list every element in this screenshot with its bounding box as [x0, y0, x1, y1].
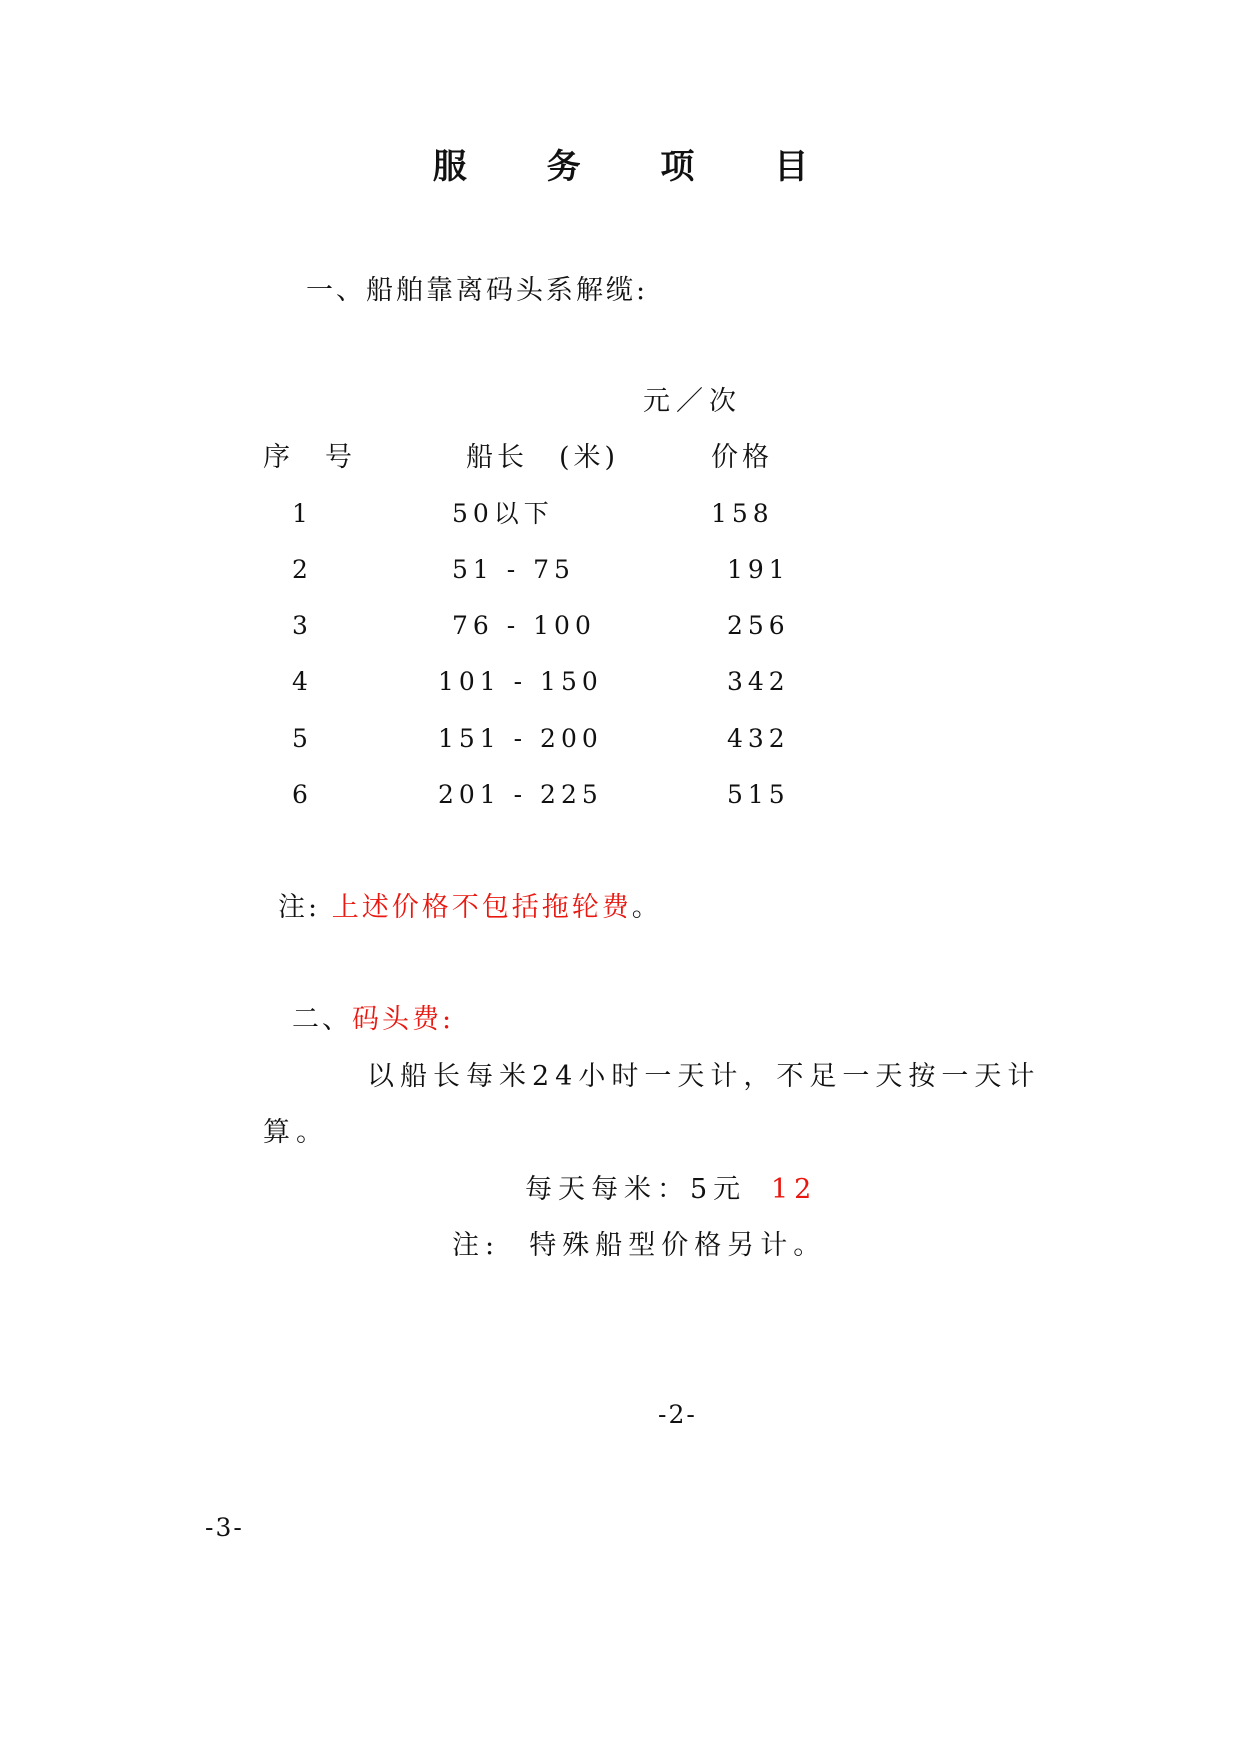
- rate-annotation: 12: [771, 1174, 818, 1205]
- table-cell-length: 151 - 200: [438, 724, 603, 753]
- section-2-description: 以船长每米24小时一天计，不足一天按一天计: [367, 1061, 1041, 1092]
- table-cell-price: 191: [727, 555, 790, 584]
- table-cell-number: 2: [292, 555, 313, 584]
- table-cell-length: 51 - 75: [452, 555, 575, 584]
- section-2-note: [452, 1232, 826, 1259]
- table-cell-price: 515: [727, 780, 790, 809]
- table-cell-length: 50以下: [452, 499, 554, 528]
- page-title: 服 务 项 目: [432, 147, 843, 187]
- rate-line: 每天每米：5元: [525, 1174, 747, 1205]
- table-cell-length: 76 - 100: [452, 611, 596, 640]
- table-cell-price: 158: [711, 499, 774, 528]
- table-cell-length: 201 - 225: [438, 780, 603, 809]
- note-prefix: 注:: [278, 892, 321, 923]
- page-number: -2-: [658, 1400, 697, 1429]
- note-text: 特殊船型价格另计。: [529, 1230, 827, 1261]
- note-highlight: 上述价格不包括拖轮费: [331, 892, 632, 923]
- heading-prefix: 二、: [292, 1004, 352, 1035]
- note-end: 。: [631, 892, 662, 923]
- table-cell-number: 5: [292, 724, 313, 753]
- section-2-heading: [292, 1006, 454, 1033]
- column-header-number: 序 号: [263, 442, 356, 473]
- table-cell-number: 3: [292, 611, 313, 640]
- section-1-note: [278, 894, 662, 921]
- section-1-heading: 一、船舶靠离码头系解缆:: [306, 275, 649, 306]
- note-prefix: 注:: [452, 1230, 501, 1261]
- unit-label: 元／次: [643, 386, 742, 417]
- table-cell-price: 432: [727, 724, 790, 753]
- column-header-length: 船长 (米): [466, 442, 620, 473]
- table-cell-price: 256: [727, 611, 790, 640]
- page-number: -3-: [205, 1513, 244, 1542]
- table-cell-number: 4: [292, 667, 313, 696]
- table-cell-length: 101 - 150: [438, 667, 603, 696]
- table-cell-price: 342: [727, 667, 790, 696]
- table-cell-number: 6: [292, 780, 313, 809]
- column-header-price: 价格: [711, 442, 773, 473]
- heading-highlight: 码头费:: [352, 1004, 455, 1035]
- table-cell-number: 1: [292, 499, 313, 528]
- section-2-description-continued: 算。: [263, 1117, 329, 1148]
